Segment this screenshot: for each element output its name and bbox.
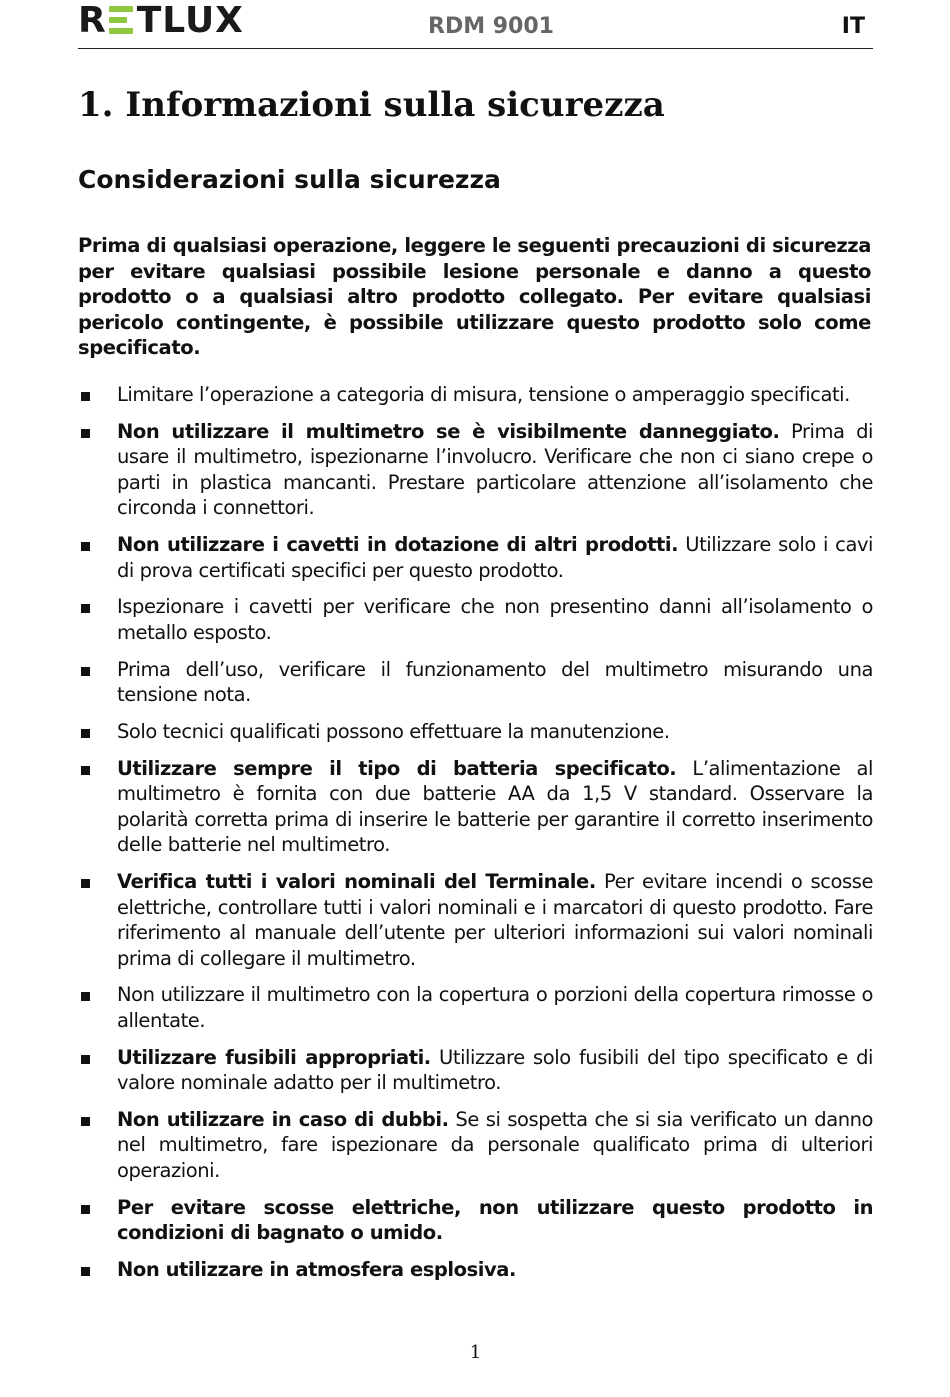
item-bold-text: Per evitare scosse elettriche, non utilizzare questo prodotto in condizioni di bagnato o umido. (117, 1195, 873, 1245)
square-bullet-icon (81, 766, 90, 775)
item-text: L’alimentazione al multimetro è fornita con due batterie AA da 1,5 V standard. Osservare la polarità corretta prima di inserire le batterie per garantire il corretto inserimento delle batterie nel multimetro. (117, 756, 873, 857)
retlux-logo (78, 0, 244, 42)
square-bullet-icon (81, 1205, 90, 1214)
item-text: Limitare l’operazione a categoria di misura, tensione o amperaggio specificati. (117, 383, 850, 406)
item-text: Prima dell’uso, verificare il funzionamento del multimetro misurando una tensione nota. (117, 657, 873, 707)
section-subtitle: Considerazioni sulla sicurezza (78, 165, 501, 194)
document-page (78, 0, 874, 1363)
list-item (78, 982, 873, 1033)
list-item (78, 594, 873, 645)
list-item (78, 719, 873, 745)
item-text: Se si sospetta che si sia verificato un danno nel multimetro, fare ispezionare da personale qualificato prima di ulteriori operazioni. (117, 1107, 874, 1182)
item-text: Solo tecnici qualificati possono effettuare la manutenzione. (117, 719, 670, 743)
list-item (78, 869, 873, 971)
item-bold-text: Utilizzare fusibili appropriati. (117, 1045, 431, 1069)
square-bullet-icon (81, 992, 90, 1001)
square-bullet-icon (81, 1267, 90, 1276)
list-item (78, 756, 873, 858)
logo-text-left: R (78, 0, 107, 41)
square-bullet-icon (81, 429, 90, 438)
item-text: Utilizzare solo fusibili del tipo specificato e di valore nominale adatto per il multimetro. (117, 1045, 873, 1095)
logo-e-mark (109, 5, 135, 35)
language-code: IT (841, 14, 865, 39)
item-bold-text: Non utilizzare il multimetro se è visibilmente danneggiato. (117, 419, 780, 443)
list-item (78, 1045, 873, 1096)
list-item (78, 1107, 873, 1184)
square-bullet-icon (81, 667, 90, 676)
item-text: Utilizzare solo i cavi di prova certificati specifici per questo prodotto. (117, 533, 873, 582)
item-text: Prima di usare il multimetro, ispezionarne l’involucro. Verificare che non ci siano crepe o parti in plastica mancanti. Prestare particolare attenzione all’isolamento che circonda i connettori. (117, 419, 873, 520)
list-item (78, 1195, 873, 1246)
item-bold-text: Verifica tutti i valori nominali del Terminale. (117, 870, 596, 894)
square-bullet-icon (81, 879, 90, 888)
square-bullet-icon (81, 392, 90, 401)
item-bold-text: Utilizzare sempre il tipo di batteria specificato. (117, 756, 677, 780)
square-bullet-icon (81, 542, 90, 551)
document-code: RDM 9001 (428, 14, 554, 39)
item-bold-text: Non utilizzare i cavetti in dotazione di altri prodotti. (117, 533, 679, 557)
square-bullet-icon (81, 1117, 90, 1126)
section-title: 1. Informazioni sulla sicurezza (78, 85, 665, 125)
logo-text-right: TLUX (136, 0, 244, 41)
item-text: Per evitare incendi o scosse elettriche, controllare tutti i valori nominali e i marcatori di questo prodotto. Fare riferimento al manuale dell’utente per ulteriori informazioni sui valori nominali prima di collegare il multimetro. (117, 870, 873, 970)
page-header (78, 0, 873, 49)
page-number: 1 (469, 1342, 482, 1363)
list-item (78, 532, 873, 583)
item-text: Non utilizzare il multimetro con la copertura o porzioni della copertura rimosse o allentate. (117, 983, 873, 1032)
list-item (78, 1257, 873, 1283)
item-bold-text: Non utilizzare in atmosfera esplosiva. (117, 1258, 516, 1282)
list-item (78, 419, 873, 521)
item-bold-text: Non utilizzare in caso di dubbi. (117, 1107, 449, 1131)
intro-paragraph: Prima di qualsiasi operazione, leggere le seguenti precauzioni di sicurezza per evitare qualsiasi possibile lesione personale e danno a questo prodotto o a qualsiasi altro prodotto collegato. Per evitare qualsiasi pericolo contingente, è possibile utilizzare questo prodotto solo come specificato. (78, 234, 871, 359)
item-text: Ispezionare i cavetti per verificare che non presentino danni all’isolamento o metallo esposto. (117, 595, 873, 644)
list-item (78, 657, 873, 708)
square-bullet-icon (81, 729, 90, 738)
square-bullet-icon (81, 604, 90, 613)
safety-list (78, 382, 873, 1294)
list-item (78, 382, 873, 408)
square-bullet-icon (81, 1055, 90, 1064)
